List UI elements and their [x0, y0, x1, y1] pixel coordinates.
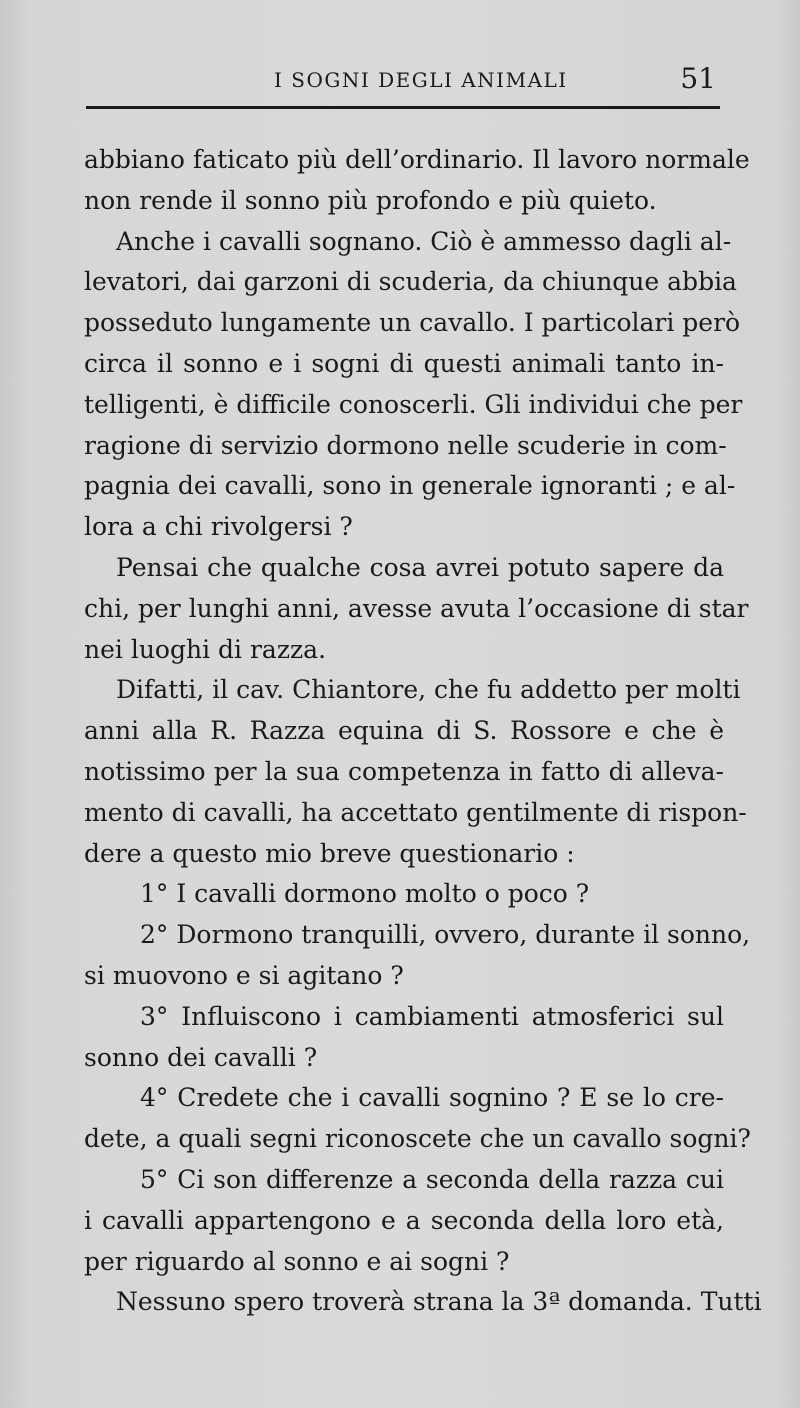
text-line: dere a questo mio breve questionario :	[84, 838, 575, 868]
text-line: posseduto lungamente un cavallo. I particolari però	[84, 308, 741, 338]
question-line: 1° I cavalli dormono molto o poco ?	[140, 879, 590, 909]
text-line: Anche i cavalli sognano. Ciò è ammesso dagli al-	[116, 226, 732, 256]
question-line: 3° Influiscono i cambiamenti atmosferici sul	[140, 1001, 724, 1031]
question-line: dete, a quali segni riconoscete che un cavallo sogni?	[84, 1124, 751, 1154]
text-line: abbiano faticato più dell’ordinario. Il lavoro normale	[84, 145, 750, 174]
question-line: si muovono e si agitano ?	[84, 960, 404, 990]
text-line: nei luoghi di razza.	[84, 634, 327, 664]
text-line: circa il sonno e i sogni di questi animali tanto in-	[84, 348, 724, 378]
text-line: anni alla R. Razza equina di S. Rossore e che è	[84, 716, 724, 746]
question-line: i cavalli appartengono e a seconda della loro età,	[84, 1205, 724, 1235]
text-line: chi, per lunghi anni, avesse avuta l’occasione di star	[84, 593, 749, 623]
question-line: 5° Ci son differenze a seconda della razza cui	[140, 1164, 724, 1194]
text-line: pagnia dei cavalli, sono in generale ignoranti ; e al-	[84, 471, 736, 501]
question-line: 4° Credete che i cavalli sognino ? E se lo cre-	[140, 1083, 724, 1113]
text-line: telligenti, è difficile conoscerli. Gli individui che per	[84, 389, 743, 419]
text-line: mento di cavalli, ha accettato gentilmente di rispon-	[84, 797, 747, 827]
text-line: Nessuno spero troverà strana la 3ª domanda. Tutti	[116, 1287, 762, 1317]
page-number: 51	[680, 62, 716, 95]
text-line: non rende il sonno più profondo e più quieto.	[84, 185, 657, 215]
text-line: ragione di servizio dormono nelle scuderie in com-	[84, 430, 727, 460]
running-title: I SOGNI DEGLI ANIMALI	[274, 68, 568, 92]
header-rule	[86, 106, 720, 109]
question-line: per riguardo al sonno e ai sogni ?	[84, 1246, 510, 1276]
text-line: Pensai che qualche cosa avrei potuto sapere da	[116, 552, 724, 582]
body-text	[84, 140, 762, 1323]
text-line: notissimo per la sua competenza in fatto di alleva-	[84, 756, 724, 786]
text-line: lora a chi rivolgersi ?	[84, 512, 353, 542]
text-line: Difatti, il cav. Chiantore, che fu addetto per molti	[116, 675, 741, 705]
question-line: sonno dei cavalli ?	[84, 1042, 318, 1072]
text-line: levatori, dai garzoni di scuderia, da chiunque abbia	[84, 267, 737, 297]
page-header	[84, 62, 720, 102]
question-line: 2° Dormono tranquilli, ovvero, durante il sonno,	[140, 920, 751, 950]
